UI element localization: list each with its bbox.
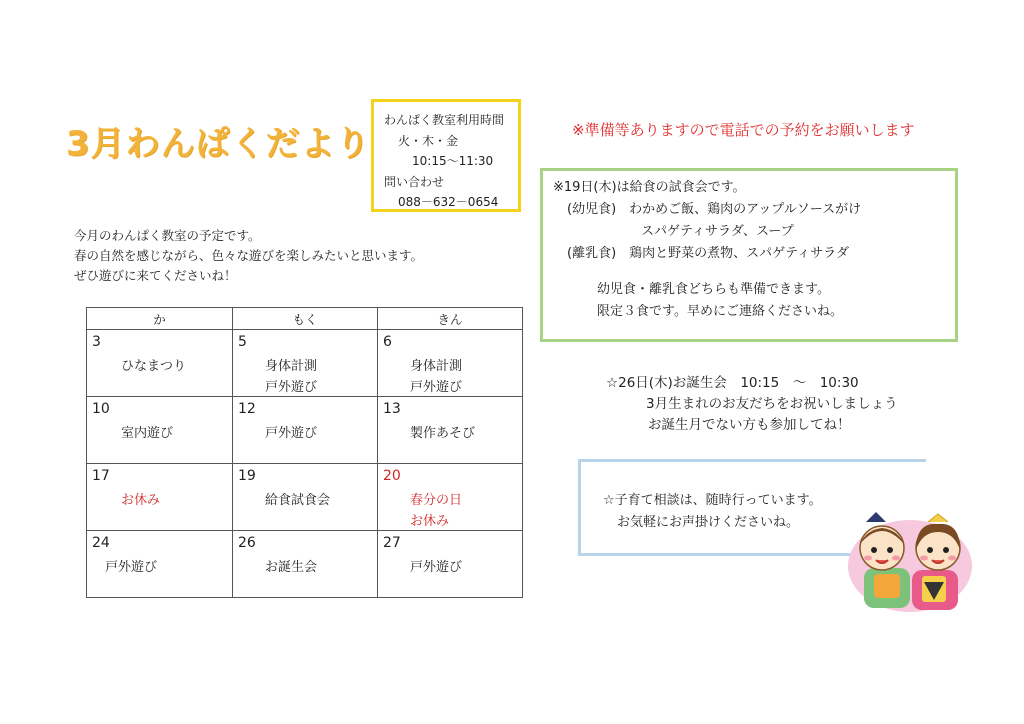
day-number: 26	[238, 535, 256, 551]
day-number: 12	[238, 401, 256, 417]
schedule-calendar	[86, 307, 523, 598]
baby-menu-line	[553, 243, 945, 265]
calendar-cell	[233, 531, 378, 598]
infant-menu-line2: スパゲティサラダ、スープ	[641, 224, 794, 239]
lunch-tasting-box	[540, 168, 958, 342]
calendar-cell	[378, 397, 523, 464]
birthday-text: お誕生月でない方も参加してね！	[648, 417, 851, 433]
calendar-cell	[87, 531, 233, 598]
intro-line: ぜひ遊びに来てくださいね！	[74, 268, 237, 283]
event-label: 戸外遊び	[105, 560, 158, 575]
holiday-label: お休み	[410, 514, 450, 529]
calendar-cell	[87, 464, 233, 531]
event-label: 戸外遊び	[410, 380, 463, 395]
contact-phone: 088－632－0654	[398, 195, 499, 209]
birthday-text: 3月生まれのお友だちをお祝いしましょう	[646, 396, 898, 412]
event-label: 戸外遊び	[410, 560, 463, 575]
day-number: 6	[383, 334, 392, 350]
header-thursday: もく	[233, 308, 378, 330]
calendar-cell	[233, 397, 378, 464]
infant-label: (幼児食)	[567, 202, 617, 217]
event-label: 給食試食会	[265, 493, 331, 508]
calendar-cell	[233, 330, 378, 397]
calendar-week	[87, 464, 523, 531]
day-number: 13	[383, 401, 401, 417]
consult-text: ☆子育て相談は、随時行っています。	[603, 493, 822, 508]
contact-label: 問い合わせ	[384, 174, 445, 189]
reservation-notice: ※準備等ありますので電話での予約をお願いします	[572, 121, 915, 139]
calendar-week	[87, 397, 523, 464]
intro-text	[74, 226, 423, 286]
day-number: 20	[383, 468, 401, 484]
event-label: 製作あそび	[410, 426, 476, 441]
lunch-note: 幼児食・離乳食どちらも準備できます。	[597, 282, 830, 297]
birthday-heading: ☆26日(木)お誕生会 10:15 ～ 10:30	[606, 375, 859, 391]
consult-text: お気軽にお声掛けくださいね。	[617, 515, 800, 530]
event-label: 身体計測	[410, 359, 463, 374]
birthday-event	[606, 373, 898, 436]
event-label: 戸外遊び	[265, 380, 318, 395]
header-tuesday: か	[87, 308, 233, 330]
calendar-week	[87, 330, 523, 397]
calendar-cell	[378, 531, 523, 598]
hours-heading: わんぱく教室利用時間	[384, 113, 505, 127]
holiday-label: お休み	[121, 493, 161, 508]
day-number: 24	[92, 535, 110, 551]
day-number: 5	[238, 334, 247, 350]
intro-line: 今月のわんぱく教室の予定です。	[74, 228, 261, 243]
lunch-note: 限定３食です。早めにご連絡くださいね。	[597, 304, 843, 319]
hina-dolls-icon	[846, 508, 976, 614]
calendar-cell	[87, 330, 233, 397]
event-label: 戸外遊び	[265, 426, 318, 441]
baby-menu: 鶏肉と野菜の煮物、スパゲティサラダ	[629, 246, 850, 261]
event-label: 身体計測	[265, 359, 318, 374]
hours-time: 10:15～11:30	[412, 154, 494, 168]
calendar-cell	[233, 464, 378, 531]
day-number: 27	[383, 535, 401, 551]
intro-line: 春の自然を感じながら、色々な遊びを楽しみたいと思います。	[74, 248, 424, 263]
calendar-cell	[378, 330, 523, 397]
event-label: お誕生会	[265, 560, 318, 575]
infant-menu: わかめご飯、鶏肉のアップルソースがけ	[629, 202, 862, 217]
calendar-cell	[378, 464, 523, 531]
page-title: 3月わんぱくだより	[66, 124, 371, 164]
calendar-cell	[87, 397, 233, 464]
day-number: 19	[238, 468, 256, 484]
calendar-header-row	[87, 308, 523, 330]
event-label: ひなまつり	[121, 359, 187, 374]
header-friday: きん	[378, 308, 523, 330]
holiday-label: 春分の日	[410, 493, 463, 508]
baby-label: (離乳食)	[567, 246, 617, 261]
day-number: 10	[92, 401, 110, 417]
day-number: 17	[92, 468, 110, 484]
hours-days: 火・木・金	[398, 133, 459, 148]
hours-box	[371, 99, 521, 212]
day-number: 3	[92, 334, 101, 350]
calendar-week	[87, 531, 523, 598]
event-label: 室内遊び	[121, 426, 174, 441]
infant-menu-line	[553, 199, 945, 221]
lunch-heading: ※19日(木)は給食の試食会です。	[553, 180, 746, 195]
